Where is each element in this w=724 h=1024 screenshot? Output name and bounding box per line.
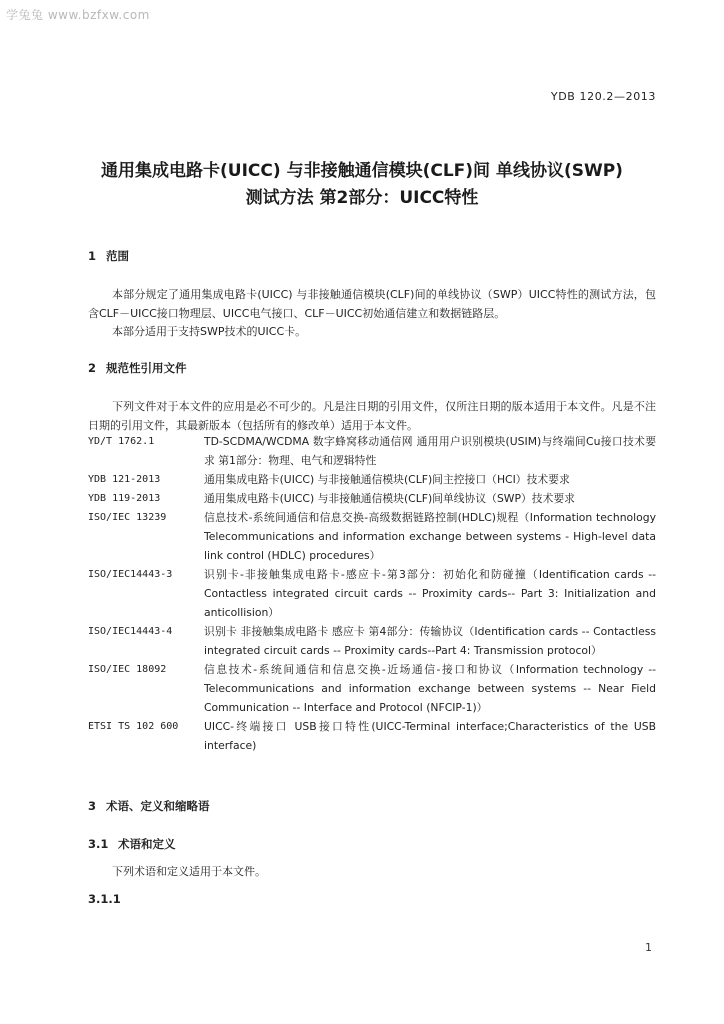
reference-entry [88,660,656,717]
page-number: 1 [645,941,652,954]
section-2-heading [88,360,187,376]
reference-code: ISO/IEC14443-3 [88,569,173,580]
reference-entry [88,489,656,508]
section-title: 范围 [106,249,129,263]
terms-intro-paragraph: 下列术语和定义适用于本文件。 [112,865,266,878]
section-number: 3.1 [88,837,109,851]
reference-title: 信息技术-系统间通信和信息交换-高级数据链路控制(HDLC)规程（Information technology Telecommunications and information exchange between systems - High-level data link control (HDLC) procedures） [204,511,656,562]
watermark-text: 学兔兔 www.bzfxw.com [6,8,150,22]
section-number: 1 [88,249,97,263]
scope-paragraph-1: 本部分规定了通用集成电路卡(UICC) 与非接触通信模块(CLF)间的单线协议（SWP）UICC特性的测试方法，包含CLF－UICC接口物理层、UICC电气接口、CLF－UICC初始通信建立和数据链路层。 [88,288,656,320]
section-3-1-heading [88,836,176,852]
title-line-2: 测试方法 第2部分：UICC特性 [245,188,479,208]
reference-code: ISO/IEC 18092 [88,664,167,675]
reference-title: TD-SCDMA/WCDMA 数字蜂窝移动通信网 通用用户识别模块(USIM)与终端间Cu接口技术要求 第1部分：物理、电气和逻辑特性 [204,435,656,467]
reference-entry [88,565,656,622]
reference-title: 信息技术-系统间通信和信息交换-近场通信-接口和协议（Information technology -- Telecommunications and information exchange between systems -- Near Field Communication -- Interface and Protocol (NFCIP-1)） [204,663,656,714]
reference-entry [88,432,656,470]
section-3-1-1-heading [88,892,121,906]
section-1-heading [88,248,129,264]
title-line-1: 通用集成电路卡(UICC) 与非接触通信模块(CLF)间 单线协议(SWP) [101,161,623,181]
section-title: 术语和定义 [118,837,176,851]
reference-code: ISO/IEC 13239 [88,512,167,523]
reference-entry [88,717,656,755]
reference-title: 通用集成电路卡(UICC) 与非接触通信模块(CLF)间主控接口（HCI）技术要求 [204,473,570,486]
section-number: 3 [88,799,97,813]
scope-paragraph-2: 本部分适用于支持SWP技术的UICC卡。 [112,325,307,338]
reference-code: YDB 121-2013 [88,474,161,485]
reference-code: ISO/IEC14443-4 [88,626,173,637]
reference-title: 识别卡 非接触集成电路卡 感应卡 第4部分：传输协议（Identification cards -- Contactless integrated circuit cards -- Proximity cards--Part 4: Transmission protocol） [204,625,656,657]
reference-code: YD/T 1762.1 [88,436,155,447]
document-title [0,158,724,212]
section-number: 2 [88,361,97,375]
section-number: 3.1.1 [88,892,121,906]
reference-code: ETSI TS 102 600 [88,721,179,732]
reference-code: YDB 119-2013 [88,493,161,504]
normative-references-intro: 下列文件对于本文件的应用是必不可少的。凡是注日期的引用文件，仅所注日期的版本适用于本文件。凡是不注日期的引用文件，其最新版本（包括所有的修改单）适用于本文件。 [88,400,656,432]
reference-title: 通用集成电路卡(UICC) 与非接触通信模块(CLF)间单线协议（SWP）技术要求 [204,492,575,505]
document-number: YDB 120.2—2013 [550,90,656,103]
reference-entry [88,470,656,489]
reference-entry [88,622,656,660]
section-title: 规范性引用文件 [106,361,187,375]
reference-entry [88,508,656,565]
section-title: 术语、定义和缩略语 [106,799,210,813]
reference-title: 识别卡-非接触集成电路卡-感应卡-第3部分：初始化和防碰撞（Identification cards -- Contactless integrated circuit cards -- Proximity cards-- Part 3: Initialization and anticollision） [204,568,656,619]
section-3-heading [88,798,210,814]
reference-list [88,432,656,755]
reference-title: UICC-终端接口 USB接口特性(UICC-Terminal interface;Characteristics of the USB interface) [204,720,656,752]
